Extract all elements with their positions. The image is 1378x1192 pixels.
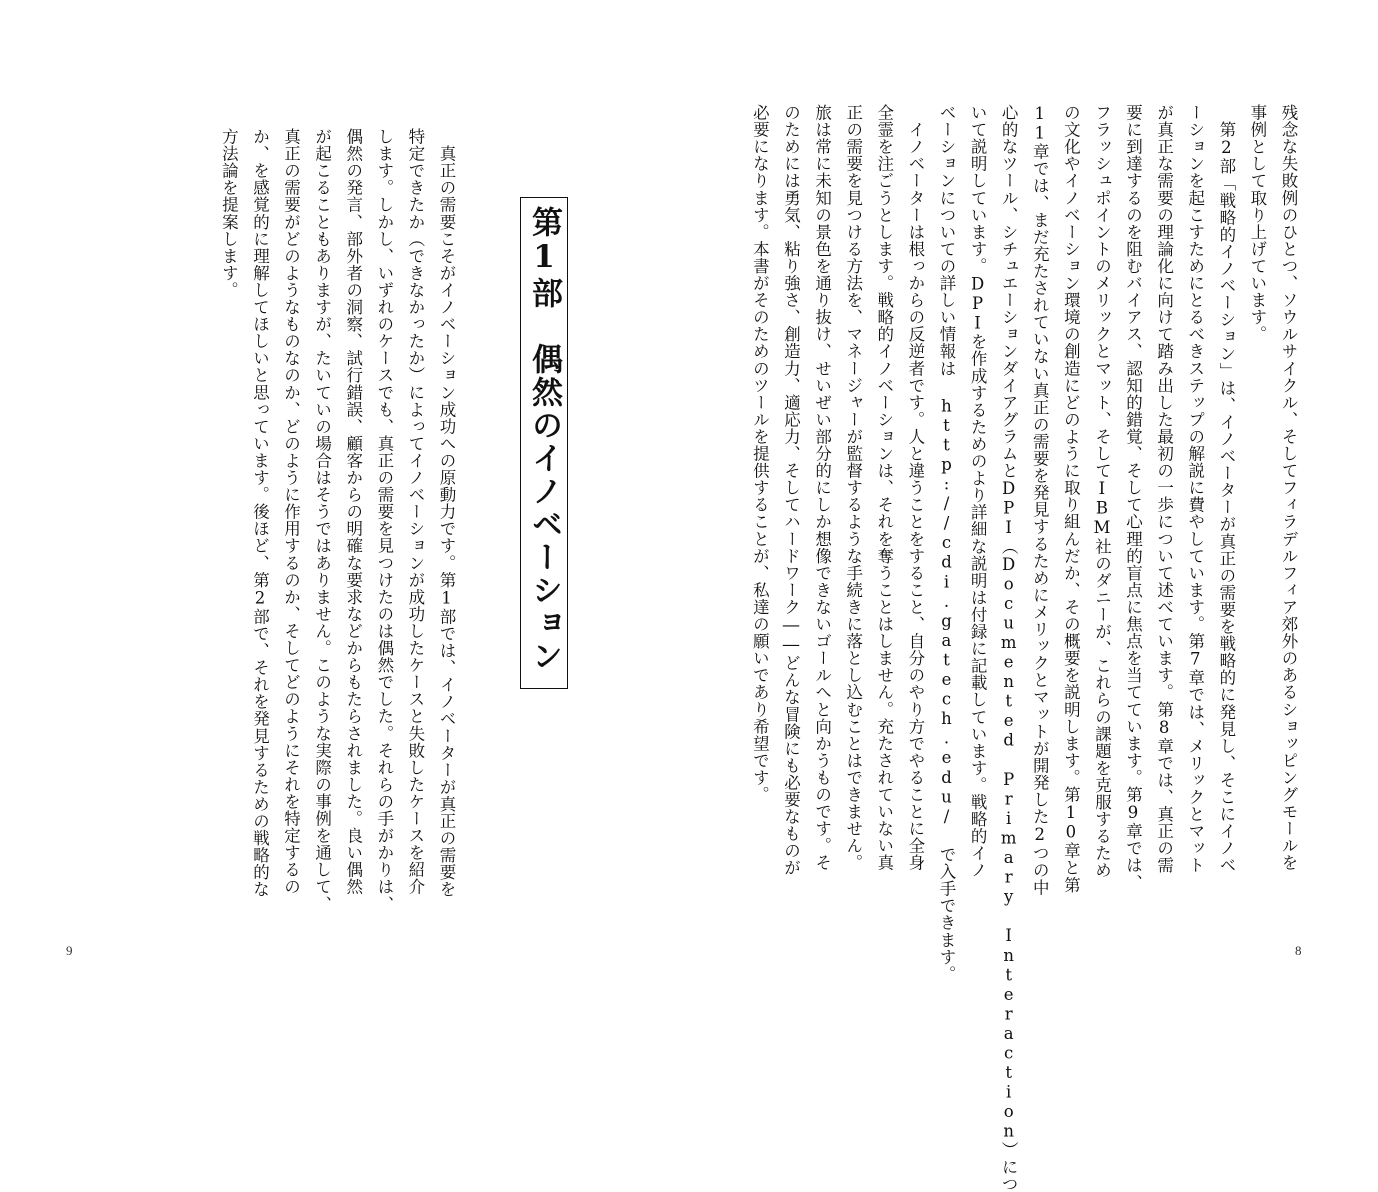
page-number-left: 9 [66,943,73,958]
text-line: 旅は常に未知の景色を通り抜け、せいぜい部分的にしか想像できないゴールへと向かうものです。そ [812,104,832,872]
text-line: 心的なツール、シチュエーションダイアグラムとDPI（Documented Primary Interaction）につ [999,104,1019,1192]
left-body-text [213,128,462,928]
text-line: の文化やイノベーション環境の創造にどのように取り組んだか、その概要を説明します。第10章と第 [1061,104,1081,894]
text-line: 必要になります。本書がそのためのツールを提供することが、私達の願いであり希望です。 [750,104,770,804]
text-line: 11章では、まだ充たされていない真正の需要を発見するためにメリックとマットが開発した2つの中 [1030,104,1050,896]
text-line: いて説明しています。DPIを作成するためのより詳細な説明は付録に記載しています。戦略的イノ [968,104,988,879]
part-title-box [520,197,568,689]
text-line: 全霊を注ごうとします。戦略的イノベーションは、それを奪うことはしません。充たされていない真 [874,104,894,872]
text-line: 第2部「戦略的イノベーション」は、イノベーターが真正の需要を戦略的に発見し、そこにイノベ [1216,104,1236,874]
page-number-right: 8 [1295,943,1302,958]
text-line: のためには勇気、粘り強さ、創造力、適応力、そしてハードワーク――どんな冒険にも必要なものが [781,104,801,877]
left-page [0,0,689,1018]
text-line: イノベーターは根っからの反逆者です。人と違うことをすること、自分のやり方でやることに全身 [905,104,925,872]
text-line: 方法論を提案します。 [219,128,239,299]
text-line: が起こることもありますが、たいていの場合はそうではありません。このような実際の事例を通して、 [312,128,332,913]
text-line: 要に到達するのを阻むバイアス、認知的錯覚、そして心理的盲点に焦点を当てています。第9章では、 [1123,104,1143,891]
text-line: が真正な需要の理論化に向けて踏み出した最初の一歩について述べています。第8章では、真正の需 [1154,104,1174,874]
text-line: 偶然の発言、部外者の洞察、試行錯誤、顧客からの明確な要求などからもたらされました。良い偶然 [343,128,363,896]
text-line: します。しかし、いずれのケースでも、真正の需要を見つけたのは偶然でした。それらの手がかりは、 [374,128,394,913]
text-line: 残念な失敗例のひとつ、ソウルサイクル、そしてフィラデルフィア郊外のあるショッピングモールを [1279,104,1298,872]
text-line: 真正の需要こそがイノベーション成功への原動力です。第1部では、イノベーターが真正の需要を [437,128,456,898]
text-line: ベーションについての詳しい情報は http://cdi.gatech.edu/ で入手できます。 [936,104,956,983]
text-line: 事例として取り上げています。 [1247,104,1267,343]
right-body-text [744,104,1304,1192]
text-line: か、を感覚的に理解してほしいと思っています。後ほど、第2部で、それを発見するための戦略的な [250,128,270,898]
text-line: 特定できたか（できなかったか）によってイノベーションが成功したケースと失敗したケースを紹介 [405,128,425,896]
text-line: ーションを起こすためにとるべきステップの解説に費やしています。第7章では、メリックとマット [1185,104,1205,874]
text-line: 真正の需要がどのようなものなのか、どのように作用するのか、そしてどのようにそれを特定するの [281,128,301,896]
text-line: 正の需要を見つける方法を、マネージャーが監督するような手続きに落とし込むことはできません。 [843,104,863,872]
text-line: フラッシュポイントのメリックとマット、そしてIBM社のダニーが、これらの課題を克服するため [1092,104,1112,879]
right-page [689,0,1378,1192]
part-title: 第1部 偶然のイノベーション [526,206,562,673]
